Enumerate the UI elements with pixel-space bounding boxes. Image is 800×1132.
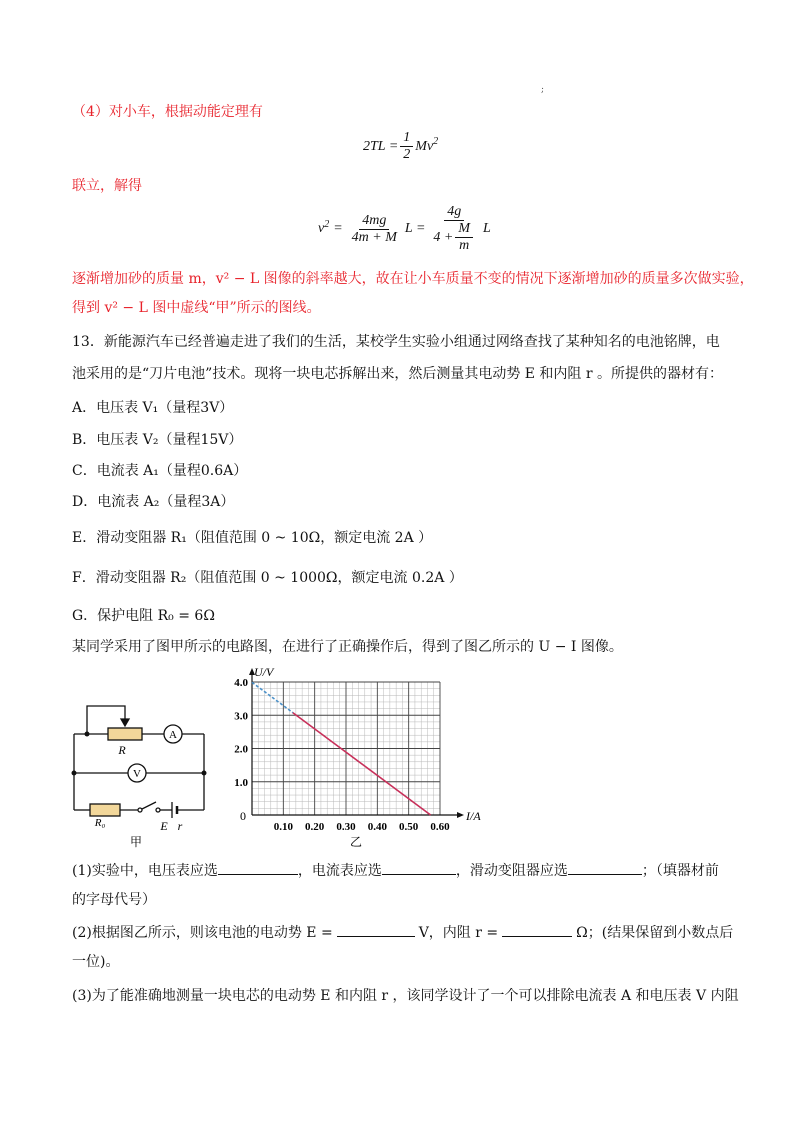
y-tick-label: 1.0 [234, 776, 248, 789]
chart-title: 乙 [349, 835, 363, 849]
y-tick-label: 4.0 [234, 677, 248, 689]
circuit-caption: 甲 [129, 835, 143, 849]
red-explanation-line-2: 得到 v² − L 图中虚线“甲”所示的图线。 [72, 300, 321, 316]
x-tick-label: 0.40 [367, 821, 387, 833]
equation-v-squared [318, 204, 491, 254]
sub2-text-c: Ω；(结果保留到小数点后 [576, 925, 734, 941]
y-tick-label: 2.0 [234, 743, 248, 756]
option-e: E．滑动变阻器 R₁（阻值范围 0 ~ 10Ω，额定电流 2A ） [72, 530, 433, 546]
equation-kinetic-energy [363, 130, 438, 163]
eq2-den2-a: 4 + [433, 229, 454, 245]
eq2-mid: L = [404, 221, 426, 236]
eq2-eq: = [333, 221, 343, 236]
sub-question-1 [72, 860, 719, 881]
chart-axes [249, 668, 464, 818]
lianli-label: 联立，解得 [72, 178, 142, 194]
protective-resistor-label: R₀ [94, 817, 106, 829]
eq1-left: 2TL = [363, 138, 399, 154]
chart-x-axis-label: I/A [466, 809, 481, 823]
circuit-diagram [60, 672, 220, 852]
sub-question-3: (3)为了能准确地测量一块电芯的电动势 E 和内阻 r ，该同学设计了一个可以排除电流表 A 和电压表 V 内阻 [72, 988, 739, 1004]
sub1-text-b: ，电流表应选 [297, 863, 382, 879]
eq1-den: 2 [403, 147, 411, 162]
answer-blank-voltmeter[interactable] [218, 860, 298, 875]
eq2-num1: 4mg [359, 213, 389, 230]
x-tick-label: 0.50 [399, 821, 419, 833]
answer-blank-emf[interactable] [337, 922, 415, 937]
eq2-den2-den: m [459, 238, 470, 253]
experiment-intro: 某同学采用了图甲所示的电路图，在进行了正确操作后，得到了图乙所示的 U − I 图像。 [72, 639, 623, 655]
sub2-text-a: (2)根据图乙所示，则该电池的电动势 E = [72, 925, 333, 941]
protective-resistor-body [90, 804, 120, 816]
x-tick-label: 0.10 [273, 821, 293, 833]
eq2-tail: L [483, 221, 491, 236]
answer-blank-internal-resistance[interactable] [502, 922, 572, 937]
ui-chart [222, 660, 502, 860]
answer-blank-rheostat[interactable] [568, 860, 642, 875]
eq1-num: 1 [400, 130, 413, 147]
sub-question-1-cont: 的字母代号） [72, 892, 156, 908]
option-d: D．电流表 A₂（量程3A） [72, 494, 235, 510]
option-a: A．电压表 V₁（量程3V） [72, 400, 234, 416]
eq2-den2-num: M [455, 221, 473, 238]
sub-question-2-cont: 一位)。 [72, 954, 120, 970]
series-measured [293, 713, 431, 815]
x-axis-arrow [457, 812, 464, 818]
sub1-text-a: (1)实验中，电压表应选 [72, 863, 218, 879]
eq2-num2: 4g [444, 204, 464, 221]
answer-blank-ammeter[interactable] [382, 860, 456, 875]
voltmeter-label: V [133, 768, 141, 780]
option-g: G．保护电阻 R₀ = 6Ω [72, 608, 215, 624]
x-tick-label: 0.30 [336, 821, 356, 833]
option-c: C．电流表 A₁（量程0.6A） [72, 463, 248, 479]
question-13-line-2: 池采用的是“刀片电池”技术。现将一块电芯拆解出来，然后测量其电动势 E 和内阻 r 。所提供的器材有： [72, 366, 724, 382]
eq2-den1: 4m + M [351, 229, 397, 245]
sub1-text-c: ，滑动变阻器应选 [455, 863, 568, 879]
sub-question-2 [72, 922, 733, 943]
sub2-text-b: V，内阻 r = [418, 925, 499, 941]
x-tick-label: 0.20 [305, 821, 325, 833]
chart-y-axis-label: U/V [254, 665, 274, 679]
rheostat-r-body [108, 728, 142, 740]
ammeter-label: A [169, 729, 177, 741]
x-tick-label: 0.60 [430, 821, 450, 833]
solution-4-label: （4）对小车，根据动能定理有 [72, 104, 263, 120]
emf-label: E [160, 819, 168, 833]
eq1-sup: 2 [433, 136, 439, 147]
eq2-lhs: v [318, 221, 325, 236]
option-f: F．滑动变阻器 R₂（阻值范围 0 ~ 1000Ω，额定电流 0.2A ） [72, 570, 463, 586]
question-13-line-1: 13．新能源汽车已经普遍走进了我们的生活，某校学生实验小组通过网络查找了某种知名的电池铭牌，电 [72, 334, 720, 350]
rheostat-label: R [118, 743, 126, 757]
sub1-text-d: ；（填器材前 [641, 863, 719, 879]
page-marker: ; [541, 85, 545, 95]
chart-origin-label: 0 [240, 809, 246, 823]
internal-resistance-label: r [177, 819, 183, 833]
eq2-sup: 2 [324, 218, 330, 230]
option-b: B．电压表 V₂（量程15V） [72, 432, 243, 448]
y-tick-label: 3.0 [234, 710, 248, 723]
red-explanation-line-1: 逐渐增加砂的质量 m，v² − L 图像的斜率越大，故在让小车质量不变的情况下逐渐增加砂的质量多次做实验， [72, 271, 754, 287]
eq1-right: Mv [415, 138, 434, 154]
